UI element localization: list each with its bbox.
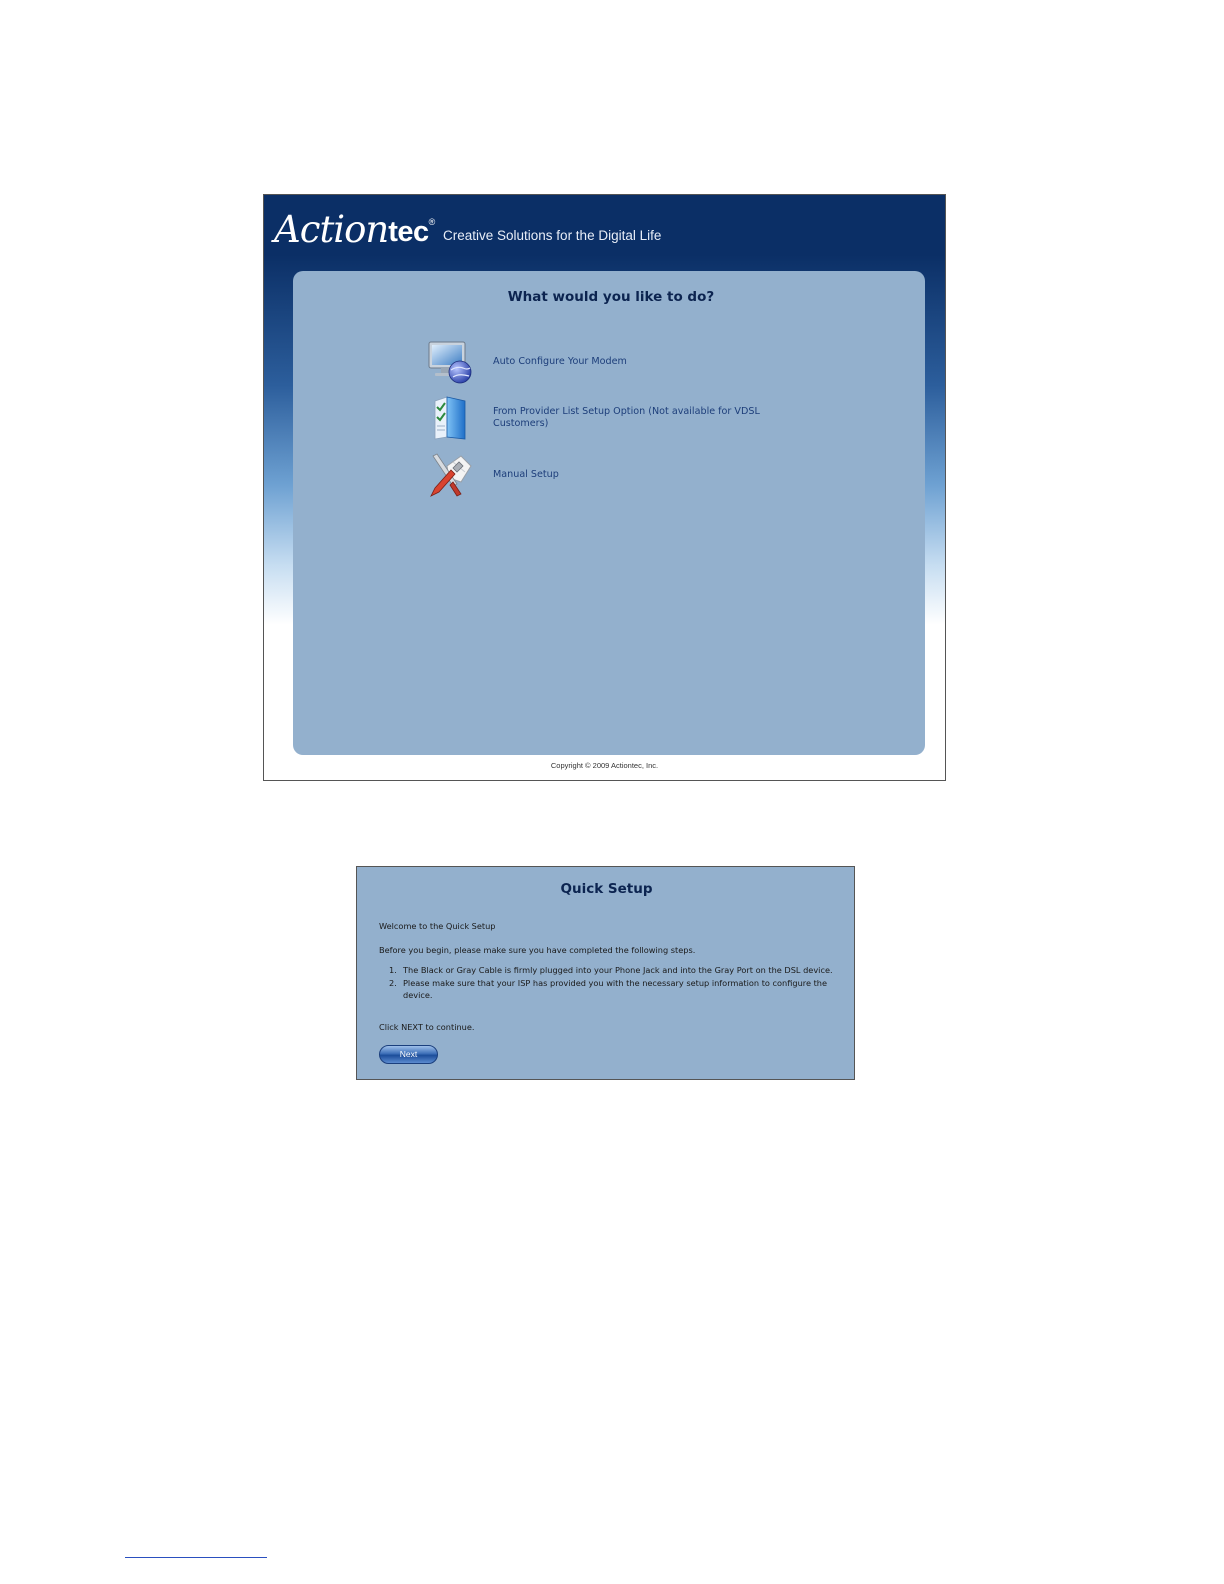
tagline: Creative Solutions for the Digital Life <box>443 228 662 243</box>
step-number: 2. <box>389 977 397 988</box>
list-item <box>379 977 839 1002</box>
step-text: Please make sure that your ISP has provided you with the necessary setup information to configure the device. <box>403 977 828 1000</box>
monitor-globe-icon <box>427 339 473 385</box>
checklist-book-icon <box>427 395 473 441</box>
list-item <box>379 964 839 977</box>
tools-icon <box>427 452 473 498</box>
option-label[interactable]: Auto Configure Your Modem <box>493 356 627 367</box>
option-label[interactable]: Manual Setup <box>493 469 559 480</box>
copyright-text: Copyright © 2009 Actiontec, Inc. <box>550 761 659 770</box>
actiontec-logo <box>274 205 435 249</box>
logo-bold-text: tec <box>388 216 429 248</box>
setup-steps-list <box>379 964 839 1002</box>
logo-registered-mark: ® <box>428 217 436 227</box>
continue-text: Click NEXT to continue. <box>379 1022 475 1032</box>
option-provider-list[interactable] <box>427 395 783 441</box>
step-number: 1. <box>389 965 397 975</box>
quick-setup-title: Quick Setup <box>560 881 653 897</box>
setup-options-screenshot <box>263 194 946 781</box>
quick-setup-screenshot <box>356 866 855 1080</box>
options-panel <box>293 271 925 755</box>
logo-script-text: Action <box>274 208 389 251</box>
step-text: The Black or Gray Cable is firmly plugged into your Phone Jack and into the Gray Port on the DSL device. <box>403 965 833 975</box>
intro-text: Before you begin, please make sure you have completed the following steps. <box>379 945 696 955</box>
next-button[interactable]: Next <box>379 1045 438 1064</box>
option-manual-setup[interactable] <box>427 452 783 498</box>
panel-title: What would you like to do? <box>507 289 715 305</box>
footnote-divider <box>125 1557 267 1558</box>
welcome-text: Welcome to the Quick Setup <box>379 921 496 931</box>
option-label[interactable]: From Provider List Setup Option (Not available for VDSL Customers) <box>493 406 760 429</box>
option-auto-configure[interactable] <box>427 339 783 385</box>
